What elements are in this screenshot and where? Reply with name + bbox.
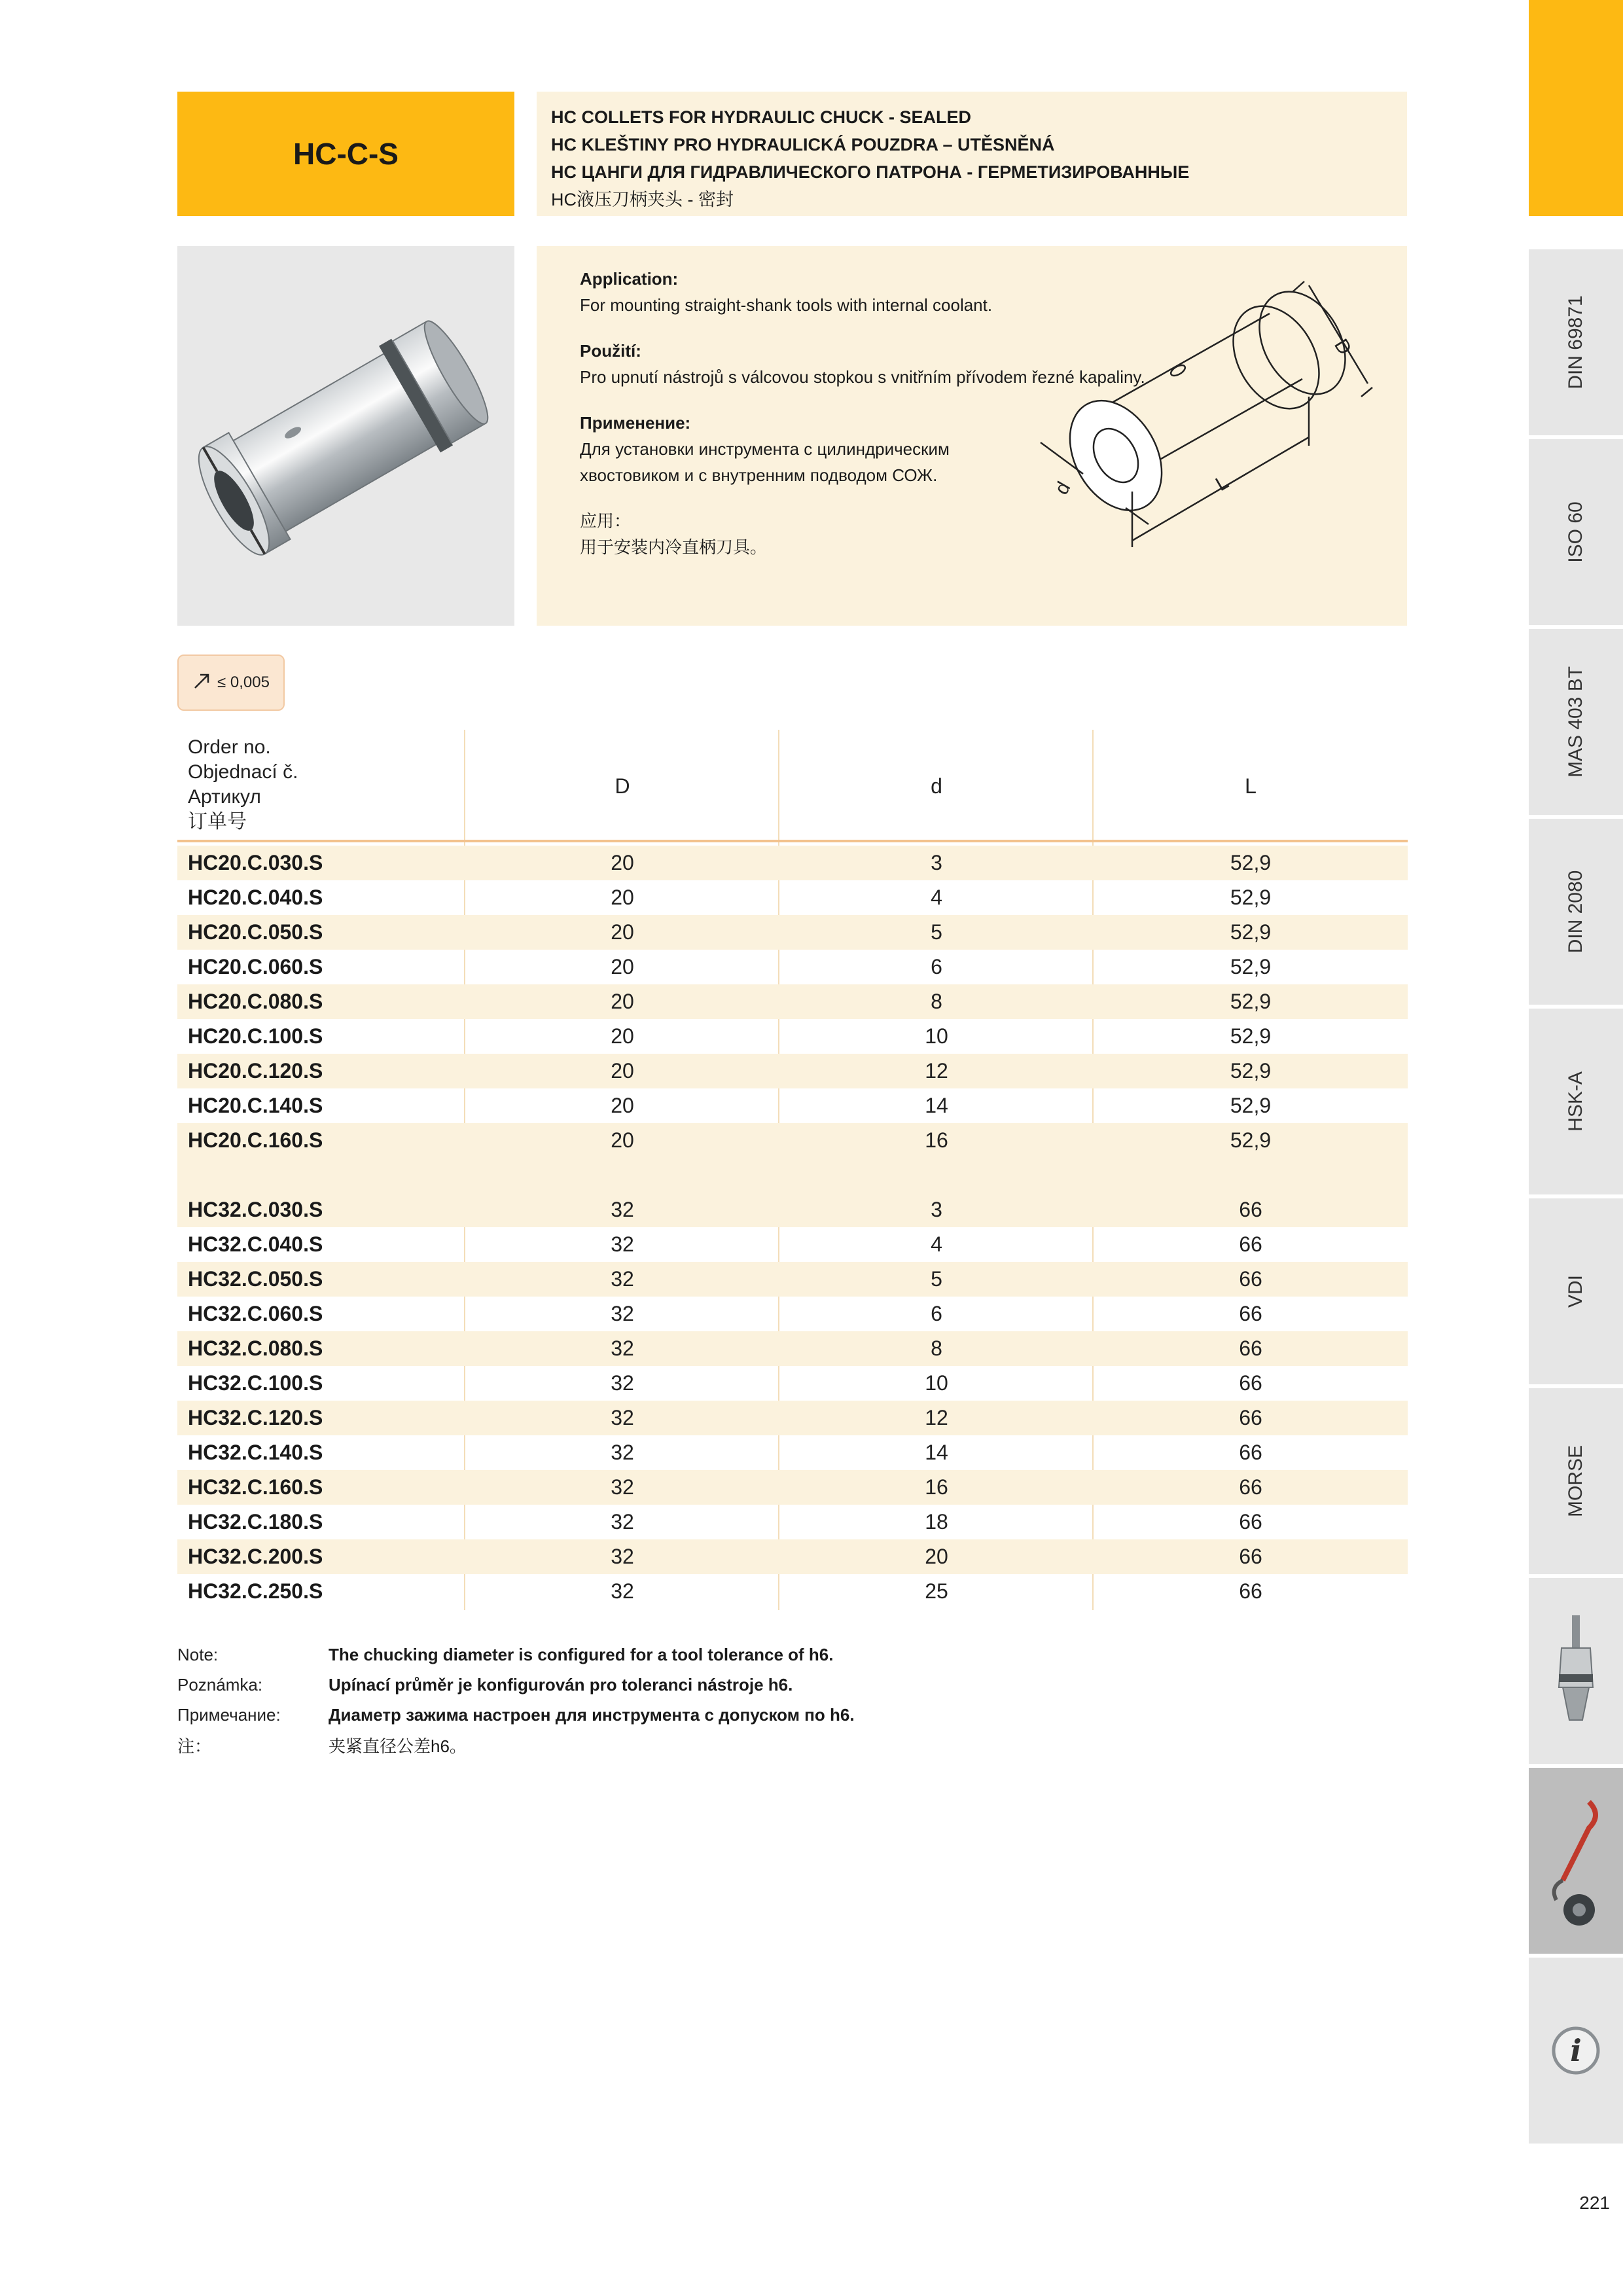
diameter-D-cell: 20 [611, 886, 634, 909]
bore-d-cell: 4 [931, 886, 942, 909]
application-text-ru-1: Для установки инструмента с цилиндрическим [580, 439, 950, 459]
diameter-D-cell: 32 [611, 1232, 634, 1256]
sidebar-tab-label: ISO 60 [1565, 501, 1586, 563]
order-number-cell: HC20.C.050.S [188, 920, 323, 944]
note-text-cz: Upínací průměr je konfigurován pro toleranci nástroje h6. [329, 1674, 793, 1695]
length-L-cell: 52,9 [1230, 955, 1272, 978]
application-heading-cz: Použití: [580, 341, 641, 361]
sidebar-tab-label: MORSE [1565, 1444, 1586, 1518]
order-header-ru: Артикул [188, 786, 261, 808]
bore-d-cell: 10 [925, 1024, 948, 1048]
application-text-ru-2: хвостовиком и с внутренним подводом СОЖ. [580, 465, 938, 485]
table-row [177, 880, 1408, 915]
order-number-cell: HC32.C.100.S [188, 1371, 323, 1395]
table-row [177, 1401, 1408, 1435]
order-number-cell: HC32.C.030.S [188, 1198, 323, 1221]
application-text-en: For mounting straight-shank tools with internal coolant. [580, 295, 993, 315]
bore-d-cell: 4 [931, 1232, 942, 1256]
table-row [177, 984, 1408, 1019]
bore-d-cell: 3 [931, 851, 942, 874]
diameter-D-cell: 32 [611, 1371, 634, 1395]
bore-d-cell: 5 [931, 920, 942, 944]
note-label-en: Note: [177, 1644, 219, 1664]
order-number-header [188, 735, 450, 834]
note-label-cz: Poznámka: [177, 1674, 263, 1695]
order-number-cell: HC32.C.180.S [188, 1510, 323, 1534]
application-panel [537, 246, 1407, 626]
bore-d-cell: 20 [925, 1545, 948, 1568]
sidebar-tab-label: HSK-A [1565, 1071, 1586, 1132]
order-header-zh: 订单号 [188, 811, 247, 833]
sidebar-tab-hsk-a[interactable] [1529, 1007, 1623, 1194]
length-L-cell: 66 [1239, 1302, 1262, 1325]
length-L-cell: 52,9 [1230, 886, 1272, 909]
diameter-D-cell: 20 [611, 955, 634, 978]
diameter-D-cell: 20 [611, 1024, 634, 1048]
product-code-title: HC-C-S [177, 92, 514, 216]
header-rule [177, 840, 1408, 842]
description-ru: HC ЦАНГИ ДЛЯ ГИДРАВЛИЧЕСКОГО ПАТРОНА - ГЕРМЕТИЗИРОВАННЫЕ [551, 162, 1190, 182]
sidebar-tab-iso-60[interactable] [1529, 437, 1623, 625]
bore-d-cell: 10 [925, 1371, 948, 1395]
bore-d-cell: 5 [931, 1267, 942, 1291]
bore-d-cell: 12 [925, 1059, 948, 1083]
bore-d-cell: 3 [931, 1198, 942, 1221]
diameter-D-cell: 32 [611, 1198, 634, 1221]
diameter-D-cell: 20 [611, 1094, 634, 1117]
diameter-D-cell: 20 [611, 990, 634, 1013]
catalog-sidebar [1529, 0, 1623, 2157]
sidebar-tab-label: DIN 69871 [1565, 295, 1586, 389]
description-cz: HC KLEŠTINY PRO HYDRAULICKÁ POUZDRA – UTĚSNĚNÁ [551, 135, 1055, 154]
bore-d-cell: 16 [925, 1128, 948, 1152]
diameter-D-cell: 20 [611, 920, 634, 944]
order-number-cell: HC20.C.160.S [188, 1128, 323, 1152]
bore-d-cell: 6 [931, 955, 942, 978]
length-L-cell: 66 [1239, 1336, 1262, 1360]
table-row [177, 1366, 1408, 1401]
length-L-cell: 66 [1239, 1579, 1262, 1603]
sidebar-tab-morse[interactable] [1529, 1386, 1623, 1574]
sidebar-tab-mas-403-bt[interactable] [1529, 627, 1623, 815]
diameter-D-cell: 32 [611, 1441, 634, 1464]
length-L-cell: 66 [1239, 1232, 1262, 1256]
column-header-d: d [931, 774, 942, 798]
order-number-cell: HC32.C.160.S [188, 1475, 323, 1499]
order-table [177, 730, 1408, 1610]
runout-tolerance-badge [177, 655, 285, 711]
order-header-cz: Objednací č. [188, 761, 298, 783]
sidebar-tab-label: VDI [1565, 1274, 1586, 1308]
product-photo [177, 246, 514, 626]
sidebar-tab-din-69871[interactable] [1529, 247, 1623, 435]
diameter-D-cell: 32 [611, 1579, 634, 1603]
drawing-label-d: d [1050, 478, 1075, 499]
order-number-cell: HC32.C.040.S [188, 1232, 323, 1256]
sidebar-tab-info[interactable] [1529, 1956, 1623, 2144]
length-L-cell: 66 [1239, 1267, 1262, 1291]
application-text-cz: Pro upnutí nástrojů s válcovou stopkou s vnitřním přívodem řezné kapaliny. [580, 367, 1145, 387]
length-L-cell: 52,9 [1230, 1094, 1272, 1117]
order-number-cell: HC32.C.140.S [188, 1441, 323, 1464]
note-row [177, 1730, 1159, 1760]
length-L-cell: 66 [1239, 1406, 1262, 1429]
note-text-zh: 夹紧直径公差h6。 [329, 1736, 467, 1756]
length-L-cell: 66 [1239, 1545, 1262, 1568]
order-number-cell: HC20.C.100.S [188, 1024, 323, 1048]
description-zh: HC液压刀柄夹头 - 密封 [551, 190, 734, 209]
note-label-zh: 注： [177, 1736, 212, 1756]
runout-arrow-icon [192, 671, 212, 695]
table-row [177, 1054, 1408, 1088]
svg-text:i: i [1570, 2033, 1582, 2068]
table-row [177, 1123, 1408, 1158]
bore-d-cell: 25 [925, 1579, 948, 1603]
bore-d-cell: 16 [925, 1475, 948, 1499]
bore-d-cell: 6 [931, 1302, 942, 1325]
table-row [177, 1193, 1408, 1227]
sidebar-tab-label: DIN 2080 [1565, 870, 1586, 954]
order-number-cell: HC20.C.080.S [188, 990, 323, 1013]
note-row [177, 1700, 1159, 1730]
diameter-D-cell: 32 [611, 1267, 634, 1291]
sidebar-tab-din-2080[interactable] [1529, 817, 1623, 1005]
order-number-cell: HC20.C.030.S [188, 851, 323, 874]
table-row [177, 1019, 1408, 1054]
diameter-D-cell: 32 [611, 1510, 634, 1534]
table-row [177, 1505, 1408, 1539]
length-L-cell: 66 [1239, 1441, 1262, 1464]
diameter-D-cell: 32 [611, 1336, 634, 1360]
table-row [177, 1435, 1408, 1470]
order-number-cell: HC20.C.140.S [188, 1094, 323, 1117]
diameter-D-cell: 32 [611, 1545, 634, 1568]
bore-d-cell: 14 [925, 1094, 948, 1117]
order-number-cell: HC32.C.200.S [188, 1545, 323, 1568]
length-L-cell: 52,9 [1230, 1128, 1272, 1152]
order-number-cell: HC20.C.040.S [188, 886, 323, 909]
order-number-cell: HC32.C.080.S [188, 1336, 323, 1360]
application-heading-ru: Применение: [580, 413, 691, 433]
sidebar-accent-block [1529, 0, 1623, 216]
sidebar-tab-accessories[interactable] [1529, 1766, 1623, 1954]
info-icon [1529, 1958, 1623, 2144]
note-label-ru: Примечание: [177, 1704, 281, 1725]
table-row [177, 1227, 1408, 1262]
collet-dimension-drawing [969, 266, 1394, 606]
table-row [177, 1470, 1408, 1505]
length-L-cell: 66 [1239, 1510, 1262, 1534]
note-row [177, 1640, 1159, 1670]
drawing-label-D: D [1330, 335, 1356, 359]
product-description [537, 92, 1407, 216]
table-row [177, 1331, 1408, 1366]
application-heading-zh: 应用： [580, 511, 632, 531]
length-L-cell: 52,9 [1230, 1059, 1272, 1083]
drawing-label-L: L [1212, 471, 1232, 496]
sidebar-tab-drill-chuck[interactable] [1529, 1576, 1623, 1764]
sidebar-tab-label: MAS 403 BT [1565, 666, 1586, 778]
collet-photo-illustration [177, 246, 514, 626]
bore-d-cell: 18 [925, 1510, 948, 1534]
application-heading-en: Application: [580, 269, 679, 289]
table-row [177, 1539, 1408, 1574]
length-L-cell: 66 [1239, 1475, 1262, 1499]
table-row [177, 915, 1408, 950]
description-en: HC COLLETS FOR HYDRAULIC CHUCK - SEALED [551, 107, 971, 127]
column-header-D: D [615, 774, 630, 798]
diameter-D-cell: 20 [611, 1128, 634, 1152]
bore-d-cell: 12 [925, 1406, 948, 1429]
bore-d-cell: 8 [931, 990, 942, 1013]
table-row [177, 1574, 1408, 1609]
order-number-cell: HC20.C.060.S [188, 955, 323, 978]
table-row [177, 1297, 1408, 1331]
note-text-ru: Диаметр зажима настроен для инструмента с допуском по h6. [329, 1704, 855, 1725]
diameter-D-cell: 20 [611, 1059, 634, 1083]
bore-d-cell: 8 [931, 1336, 942, 1360]
table-row [177, 846, 1408, 880]
page-number: 221 [1579, 2193, 1610, 2213]
table-row [177, 1262, 1408, 1297]
column-header-L: L [1245, 774, 1257, 798]
drill-chuck-icon [1529, 1578, 1623, 1764]
sidebar-tab-vdi[interactable] [1529, 1196, 1623, 1384]
wrench-and-nut-icon [1529, 1768, 1623, 1954]
diameter-D-cell: 32 [611, 1302, 634, 1325]
diameter-D-cell: 32 [611, 1475, 634, 1499]
length-L-cell: 52,9 [1230, 920, 1272, 944]
application-text-zh: 用于安装内冷直柄刀具。 [580, 537, 768, 557]
order-header-en: Order no. [188, 736, 271, 758]
runout-tolerance-value: ≤ 0,005 [217, 673, 270, 691]
order-number-cell: HC20.C.120.S [188, 1059, 323, 1083]
group-spacer-row [177, 1158, 1408, 1193]
notes-section [177, 1640, 1159, 1760]
length-L-cell: 66 [1239, 1198, 1262, 1221]
bore-d-cell: 14 [925, 1441, 948, 1464]
table-row [177, 950, 1408, 984]
order-number-cell: HC32.C.050.S [188, 1267, 323, 1291]
order-number-cell: HC32.C.120.S [188, 1406, 323, 1429]
order-number-cell: HC32.C.250.S [188, 1579, 323, 1603]
order-number-cell: HC32.C.060.S [188, 1302, 323, 1325]
table-row [177, 1088, 1408, 1123]
length-L-cell: 52,9 [1230, 851, 1272, 874]
note-text-en: The chucking diameter is configured for a tool tolerance of h6. [329, 1644, 834, 1664]
length-L-cell: 52,9 [1230, 1024, 1272, 1048]
length-L-cell: 52,9 [1230, 990, 1272, 1013]
note-row [177, 1670, 1159, 1700]
length-L-cell: 66 [1239, 1371, 1262, 1395]
diameter-D-cell: 20 [611, 851, 634, 874]
diameter-D-cell: 32 [611, 1406, 634, 1429]
